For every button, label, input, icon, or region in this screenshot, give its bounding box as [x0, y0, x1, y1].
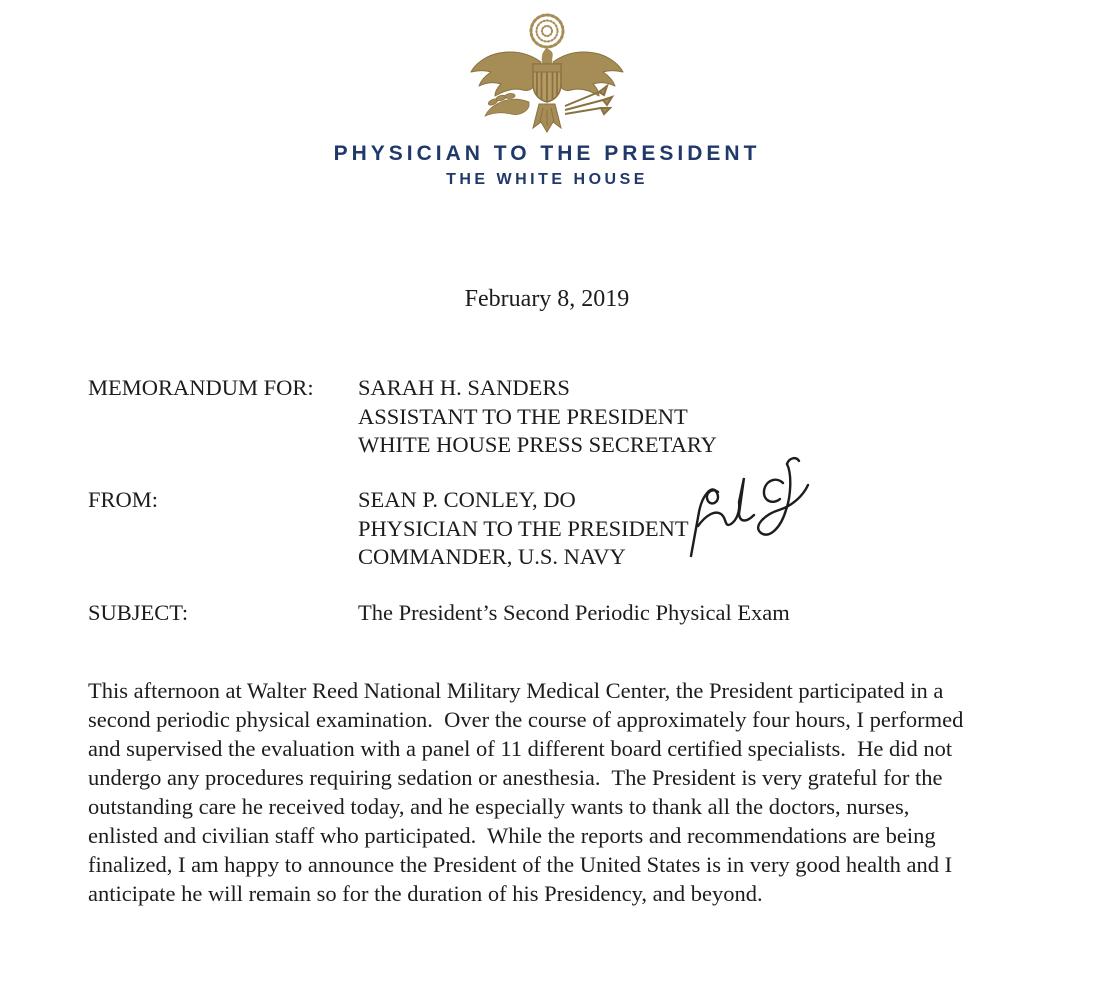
- body-line: This afternoon at Walter Reed National Military Medical Center, the President participated in a: [88, 678, 944, 703]
- field-subject: [88, 599, 790, 628]
- recipient-title-2: WHITE HOUSE PRESS SECRETARY: [358, 432, 717, 457]
- body-line: outstanding care he received today, and he especially wants to thank all the doctors, nurses,: [88, 794, 910, 819]
- handwritten-signature: [688, 452, 824, 564]
- letterhead-title: PHYSICIAN TO THE PRESIDENT: [333, 142, 761, 165]
- recipient-name: SARAH H. SANDERS: [358, 375, 570, 400]
- field-label: SUBJECT:: [88, 600, 189, 625]
- subject-text: The President’s Second Periodic Physical Exam: [358, 600, 790, 625]
- body-line: second periodic physical examination. Over the course of approximately four hours, I performed: [88, 707, 964, 732]
- field-label: FROM:: [88, 487, 159, 512]
- great-seal-eagle-icon: [467, 10, 627, 138]
- field-label: MEMORANDUM FOR:: [88, 375, 314, 400]
- sender-name: SEAN P. CONLEY, DO: [358, 487, 576, 512]
- field-value: [358, 486, 689, 572]
- sender-title-1: PHYSICIAN TO THE PRESIDENT: [358, 515, 689, 541]
- body-line: undergo any procedures requiring sedation or anesthesia. The President is very grateful for the: [88, 765, 943, 790]
- date-line: February 8, 2019: [464, 286, 630, 312]
- body-line: and supervised the evaluation with a panel of 11 different board certified specialists. He did not: [88, 736, 953, 761]
- body-line: anticipate he will remain so for the duration of his Presidency, and beyond.: [88, 881, 763, 906]
- field-memorandum-for: [88, 374, 717, 460]
- letterhead-subtitle: THE WHITE HOUSE: [446, 171, 648, 188]
- sender-title-2: COMMANDER, U.S. NAVY: [358, 544, 626, 569]
- field-value: [358, 374, 717, 460]
- body-line: finalized, I am happy to announce the President of the United States is in very good health and I: [88, 852, 953, 877]
- body-line: enlisted and civilian staff who participated. While the reports and recommendations are being: [88, 823, 936, 848]
- recipient-title-1: ASSISTANT TO THE PRESIDENT: [358, 403, 688, 429]
- body-paragraph: [88, 676, 1028, 908]
- field-from: [88, 486, 689, 572]
- field-value: [358, 599, 790, 628]
